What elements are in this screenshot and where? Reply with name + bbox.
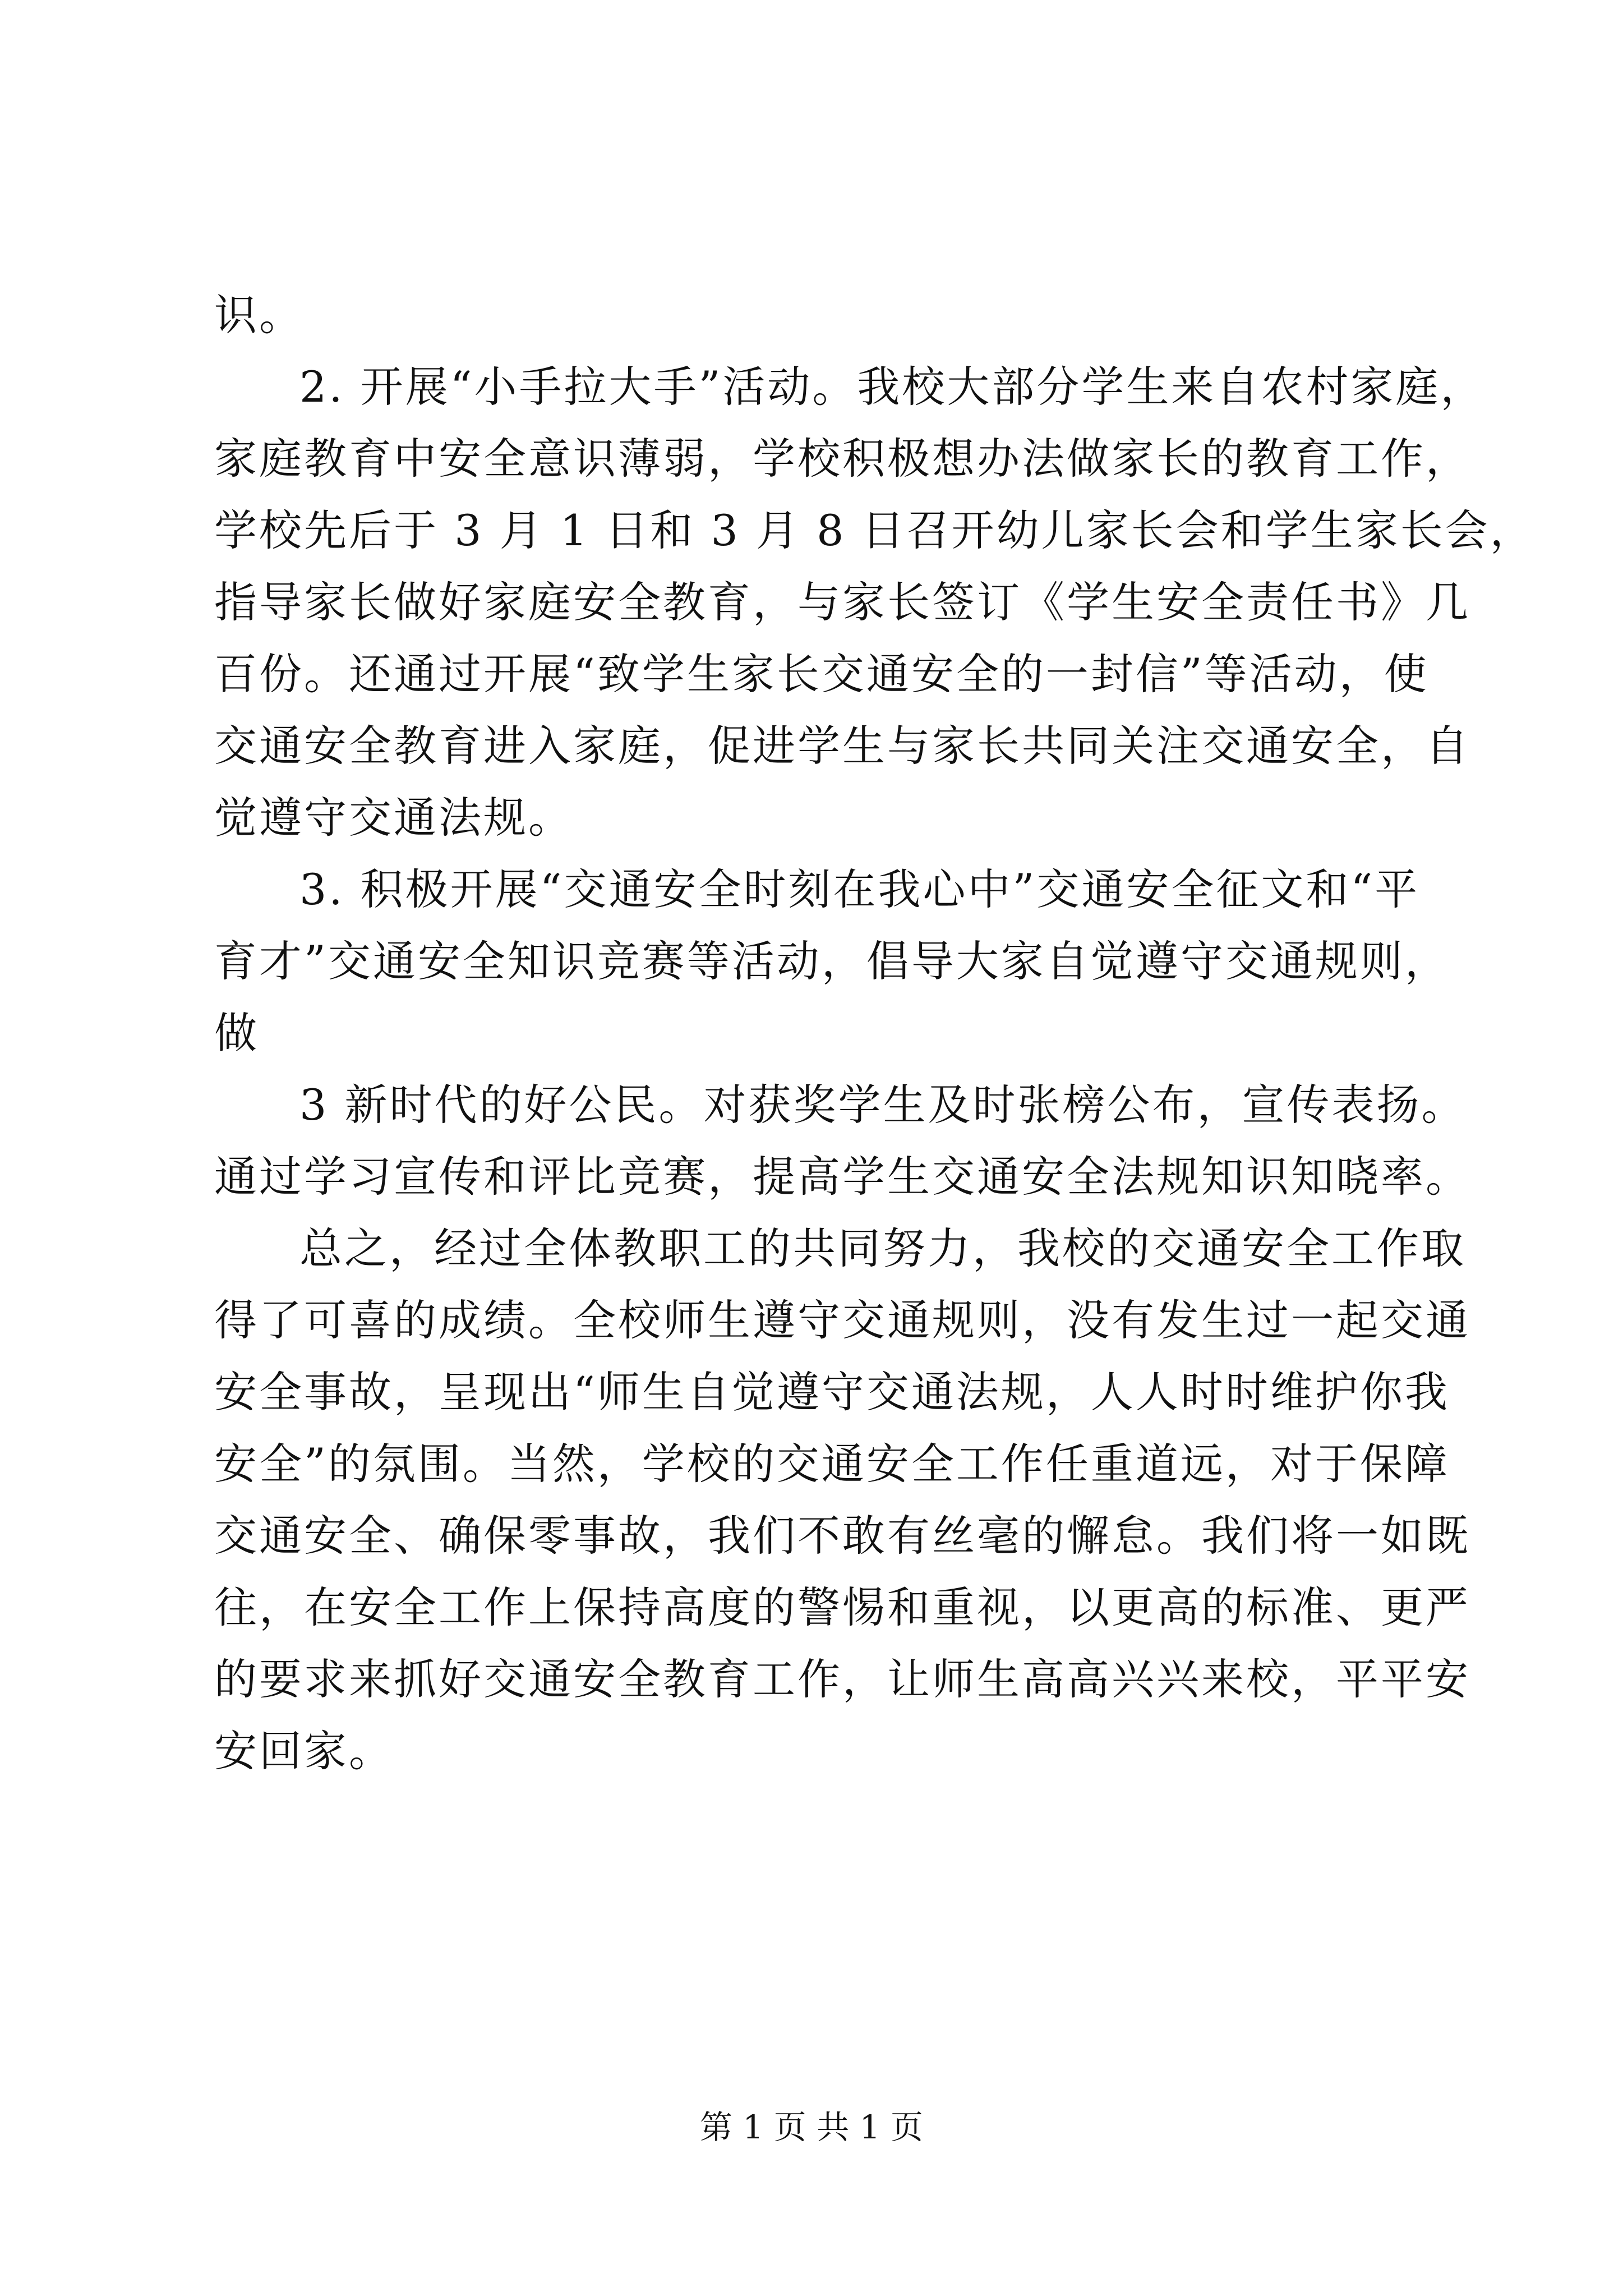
text-line: 百份。还通过开展“致学生家长交通安全的一封信”等活动，使 [214, 649, 1429, 699]
text-line: 育才”交通安全知识竞赛等活动，倡导大家自觉遵守交通规则， [214, 936, 1450, 986]
text-line: 家庭教育中安全意识薄弱，学校积极想办法做家长的教育工作， [214, 434, 1470, 484]
text-line: 安全事故，呈现出“师生自觉遵守交通法规，人人时时维护你我 [214, 1367, 1450, 1417]
text-line: 得了可喜的成绩。全校师生遵守交通规则，没有发生过一起交通 [214, 1295, 1470, 1345]
text-line: 识。 [214, 290, 304, 340]
text-line: 做 [214, 1008, 259, 1058]
text-line: 通过学习宣传和评比竞赛，提高学生交通安全法规知识知晓率。 [214, 1152, 1470, 1202]
text-line: 3 新时代的好公民。对获奖学生及时张榜公布，宣传表扬。 [299, 1080, 1467, 1130]
text-line: 指导家长做好家庭安全教育，与家长签订《学生安全责任书》几 [214, 577, 1470, 627]
text-line: 交通安全、确保零事故，我们不敢有丝毫的懈怠。我们将一如既 [214, 1511, 1470, 1561]
text-line: 安回家。 [214, 1726, 394, 1776]
text-line: 交通安全教育进入家庭，促进学生与家长共同关注交通安全，自 [214, 721, 1470, 771]
text-line: 3. 积极开展“交通安全时刻在我心中”交通安全征文和“平 [299, 864, 1420, 914]
text-line: 学校先后于 3 月 1 日和 3 月 8 日召开幼儿家长会和学生家长会， [214, 505, 1535, 555]
text-line: 2. 开展“小手拉大手”活动。我校大部分学生来自农村家庭， [299, 362, 1486, 412]
text-line: 安全”的氛围。当然，学校的交通安全工作任重道远，对于保障 [214, 1439, 1450, 1489]
page-number-footer: 第 1 页 共 1 页 [700, 2108, 923, 2146]
text-line: 觉遵守交通法规。 [214, 793, 573, 843]
text-line: 往，在安全工作上保持高度的警惕和重视，以更高的标准、更严 [214, 1582, 1470, 1632]
text-line: 的要求来抓好交通安全教育工作，让师生高高兴兴来校，平平安 [214, 1654, 1470, 1704]
text-line: 总之，经过全体教职工的共同努力，我校的交通安全工作取 [299, 1223, 1466, 1273]
